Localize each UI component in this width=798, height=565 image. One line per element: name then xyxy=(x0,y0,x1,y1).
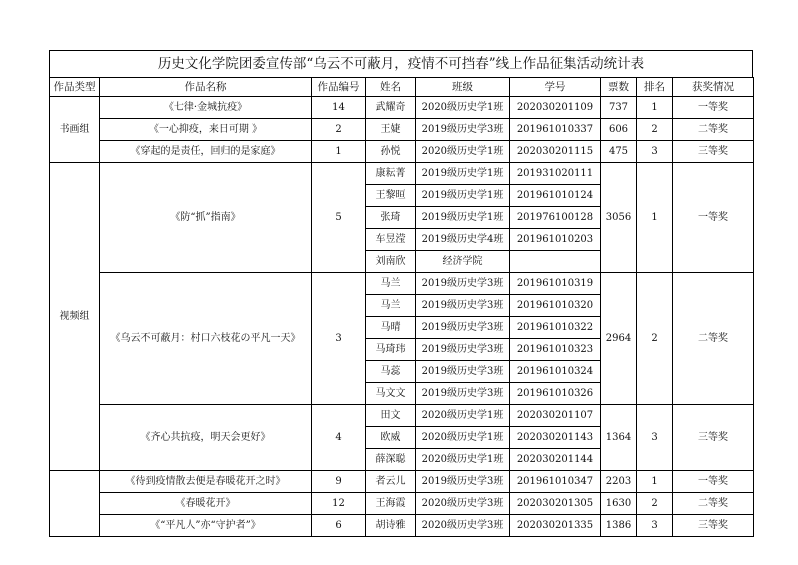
work-title-cell: 《待到疫情散去便是春暖花开之时》 xyxy=(100,471,312,493)
member-name-cell: 胡诗雅 xyxy=(366,515,416,537)
work-type-cell: 书画组 xyxy=(50,97,100,163)
header-award: 获奖情况 xyxy=(673,78,754,97)
member-class-cell: 2019级历史学3班 xyxy=(416,383,510,405)
member-class-cell: 2020级历史学1班 xyxy=(416,449,510,471)
member-class-cell: 2019级历史学3班 xyxy=(416,119,510,141)
member-id-cell: 201961010326 xyxy=(510,383,601,405)
work-number-cell: 4 xyxy=(312,405,366,471)
member-name-cell: 孙悦 xyxy=(366,141,416,163)
member-id-cell: 201961010324 xyxy=(510,361,601,383)
work-title-cell: 《七律·金城抗疫》 xyxy=(100,97,312,119)
votes-cell: 737 xyxy=(601,97,637,119)
member-class-cell: 2019级历史学3班 xyxy=(416,361,510,383)
member-class-cell: 2019级历史学3班 xyxy=(416,339,510,361)
member-name-cell: 马兰 xyxy=(366,273,416,295)
member-name-cell: 车昱滢 xyxy=(366,229,416,251)
statistics-table xyxy=(49,77,754,537)
rank-cell: 3 xyxy=(637,141,673,163)
member-id-cell: 202030201115 xyxy=(510,141,601,163)
member-name-cell: 刘南欣 xyxy=(366,251,416,273)
header-work: 作品名称 xyxy=(100,78,312,97)
member-name-cell: 王婕 xyxy=(366,119,416,141)
member-id-cell: 202030201107 xyxy=(510,405,601,427)
member-id-cell: 202030201144 xyxy=(510,449,601,471)
member-class-cell: 2019级历史学4班 xyxy=(416,229,510,251)
work-number-cell: 6 xyxy=(312,515,366,537)
votes-cell: 3056 xyxy=(601,163,637,273)
member-id-cell xyxy=(510,251,601,273)
member-id-cell: 201961010124 xyxy=(510,185,601,207)
rank-cell: 1 xyxy=(637,97,673,119)
votes-cell: 2964 xyxy=(601,273,637,405)
award-cell: 三等奖 xyxy=(673,515,754,537)
table-row xyxy=(50,273,754,295)
rank-cell: 3 xyxy=(637,405,673,471)
member-name-cell: 武耀奇 xyxy=(366,97,416,119)
member-class-cell: 2020级历史学1班 xyxy=(416,405,510,427)
member-id-cell: 201961010337 xyxy=(510,119,601,141)
member-id-cell: 202030201143 xyxy=(510,427,601,449)
member-id-cell: 201976100128 xyxy=(510,207,601,229)
rank-cell: 3 xyxy=(637,515,673,537)
header-class: 班级 xyxy=(416,78,510,97)
member-name-cell: 王海霞 xyxy=(366,493,416,515)
member-name-cell: 康耘菁 xyxy=(366,163,416,185)
table-row xyxy=(50,493,754,515)
votes-cell: 1364 xyxy=(601,405,637,471)
award-cell: 一等奖 xyxy=(673,163,754,273)
header-votes: 票数 xyxy=(601,78,637,97)
member-class-cell: 2020级历史学1班 xyxy=(416,141,510,163)
votes-cell: 1386 xyxy=(601,515,637,537)
header-number: 作品编号 xyxy=(312,78,366,97)
work-title-cell: 《一心抑疫，来日可期 》 xyxy=(100,119,312,141)
work-number-cell: 14 xyxy=(312,97,366,119)
member-name-cell: 王黎晅 xyxy=(366,185,416,207)
member-id-cell: 202030201305 xyxy=(510,493,601,515)
table-row xyxy=(50,97,754,119)
header-name: 姓名 xyxy=(366,78,416,97)
member-id-cell: 201931020111 xyxy=(510,163,601,185)
award-cell: 三等奖 xyxy=(673,141,754,163)
member-class-cell: 2019级历史学3班 xyxy=(416,295,510,317)
member-id-cell: 201961010319 xyxy=(510,273,601,295)
work-number-cell: 12 xyxy=(312,493,366,515)
header-row xyxy=(50,78,754,97)
sheet-title: 历史文化学院团委宣传部“乌云不可蔽月，疫情不可挡春”线上作品征集活动统计表 xyxy=(49,50,753,77)
work-title-cell: 《春暖花开》 xyxy=(100,493,312,515)
votes-cell: 1630 xyxy=(601,493,637,515)
member-class-cell: 2019级历史学1班 xyxy=(416,207,510,229)
work-number-cell: 3 xyxy=(312,273,366,405)
work-title-cell: 《“平凡人”亦“守护者”》 xyxy=(100,515,312,537)
award-cell: 二等奖 xyxy=(673,273,754,405)
member-id-cell: 201961010347 xyxy=(510,471,601,493)
member-class-cell: 经济学院 xyxy=(416,251,510,273)
member-id-cell: 202030201109 xyxy=(510,97,601,119)
work-type-cell: 视频组 xyxy=(50,163,100,471)
table-row xyxy=(50,141,754,163)
member-name-cell: 马晴 xyxy=(366,317,416,339)
rank-cell: 1 xyxy=(637,471,673,493)
member-class-cell: 2020级历史学1班 xyxy=(416,427,510,449)
work-number-cell: 5 xyxy=(312,163,366,273)
award-cell: 二等奖 xyxy=(673,493,754,515)
header-student-id: 学号 xyxy=(510,78,601,97)
member-class-cell: 2020级历史学3班 xyxy=(416,515,510,537)
rank-cell: 2 xyxy=(637,119,673,141)
member-name-cell: 马琦玮 xyxy=(366,339,416,361)
member-name-cell: 欧威 xyxy=(366,427,416,449)
work-number-cell: 2 xyxy=(312,119,366,141)
work-title-cell: 《防“抓”指南》 xyxy=(100,163,312,273)
table-row xyxy=(50,471,754,493)
award-cell: 一等奖 xyxy=(673,471,754,493)
statistics-sheet xyxy=(49,50,753,537)
work-type-cell xyxy=(50,471,100,537)
votes-cell: 606 xyxy=(601,119,637,141)
header-type: 作品类型 xyxy=(50,78,100,97)
work-number-cell: 9 xyxy=(312,471,366,493)
member-name-cell: 者云儿 xyxy=(366,471,416,493)
member-class-cell: 2020级历史学1班 xyxy=(416,97,510,119)
member-id-cell: 201961010320 xyxy=(510,295,601,317)
work-title-cell: 《齐心共抗疫，明天会更好》 xyxy=(100,405,312,471)
member-id-cell: 201961010323 xyxy=(510,339,601,361)
work-title-cell: 《穿起的是责任，回归的是家庭》 xyxy=(100,141,312,163)
header-rank: 排名 xyxy=(637,78,673,97)
votes-cell: 475 xyxy=(601,141,637,163)
table-body xyxy=(50,78,754,537)
member-id-cell: 201961010322 xyxy=(510,317,601,339)
member-class-cell: 2019级历史学3班 xyxy=(416,317,510,339)
table-row xyxy=(50,163,754,185)
member-name-cell: 薛深聪 xyxy=(366,449,416,471)
award-cell: 一等奖 xyxy=(673,97,754,119)
member-class-cell: 2019级历史学1班 xyxy=(416,163,510,185)
member-class-cell: 2019级历史学1班 xyxy=(416,185,510,207)
table-row xyxy=(50,515,754,537)
votes-cell: 2203 xyxy=(601,471,637,493)
rank-cell: 2 xyxy=(637,493,673,515)
member-name-cell: 马文文 xyxy=(366,383,416,405)
member-id-cell: 201961010203 xyxy=(510,229,601,251)
rank-cell: 1 xyxy=(637,163,673,273)
work-title-cell: 《乌云不可蔽月：村口六枝花の平凡一天》 xyxy=(100,273,312,405)
member-name-cell: 田文 xyxy=(366,405,416,427)
member-class-cell: 2019级历史学3班 xyxy=(416,273,510,295)
table-row xyxy=(50,405,754,427)
award-cell: 二等奖 xyxy=(673,119,754,141)
member-id-cell: 202030201335 xyxy=(510,515,601,537)
rank-cell: 2 xyxy=(637,273,673,405)
table-row xyxy=(50,119,754,141)
award-cell: 三等奖 xyxy=(673,405,754,471)
member-class-cell: 2019级历史学3班 xyxy=(416,471,510,493)
work-number-cell: 1 xyxy=(312,141,366,163)
member-class-cell: 2020级历史学3班 xyxy=(416,493,510,515)
member-name-cell: 张琦 xyxy=(366,207,416,229)
member-name-cell: 马兰 xyxy=(366,295,416,317)
member-name-cell: 马蕊 xyxy=(366,361,416,383)
